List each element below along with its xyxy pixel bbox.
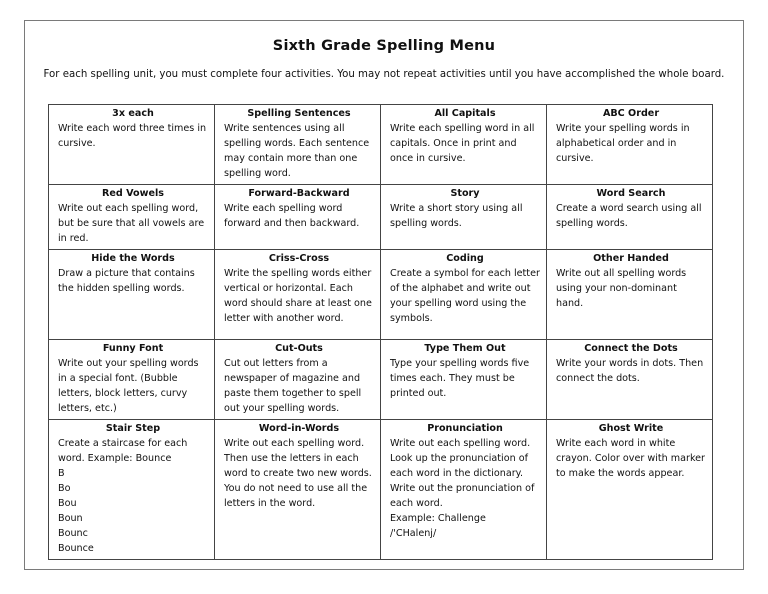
activity-title: ABC Order (602, 108, 660, 119)
menu-cell (49, 185, 215, 250)
activity-description: Write your words in dots. Then connect the dots. (556, 358, 704, 384)
activity-title: Hide the Words (91, 253, 175, 264)
menu-cell (547, 105, 713, 185)
menu-cell (381, 420, 547, 560)
menu-row (49, 420, 713, 560)
activity-description: Write each word three times in cursive. (58, 123, 207, 149)
activity-description: Create a staircase for each word. Example: Bounce B Bo Bou Boun Bounc Bounce (58, 438, 188, 554)
menu-cell (381, 105, 547, 185)
activity-title: Criss-Cross (268, 253, 330, 264)
activity-title: Coding (446, 253, 484, 264)
activity-description: Write out each spelling word. Look up the pronunciation of each word in the dictionary. Write out the pronunciation of each word. Example: Challenge /'CHalenj/ (390, 438, 535, 539)
menu-cell (381, 185, 547, 250)
activity-description: Cut out letters from a newspaper of magazine and paste them together to spell out your spelling words. (224, 358, 362, 414)
activity-title: Funny Font (102, 343, 164, 354)
activity-title: Cut-Outs (275, 343, 323, 354)
activity-description: Write out each spelling word, but be sure that all vowels are in red. (58, 203, 205, 244)
menu-cell (547, 340, 713, 420)
activity-title: Stair Step (105, 423, 161, 434)
activity-title: All Capitals (434, 108, 496, 119)
menu-cell (547, 420, 713, 560)
menu-cell (49, 420, 215, 560)
activity-description: Write a short story using all spelling words. (390, 203, 523, 229)
activity-title: Other Handed (593, 253, 669, 264)
activity-title: Type Them Out (424, 343, 506, 354)
menu-cell (215, 340, 381, 420)
menu-cell (215, 420, 381, 560)
spelling-menu-table (48, 104, 713, 560)
menu-cell (49, 105, 215, 185)
activity-description: Write out your spelling words in a special font. (Bubble letters, block letters, curvy letters, etc.) (58, 358, 199, 414)
menu-cell (215, 250, 381, 340)
instructions-text: For each spelling unit, you must complete four activities. You may not repeat activities until you have accomplished the whole board. (43, 69, 725, 80)
activity-title: Ghost Write (598, 423, 664, 434)
activity-description: Write sentences using all spelling words. Each sentence may contain more than one spelling word. (224, 123, 370, 179)
worksheet-page (24, 20, 744, 570)
activity-description: Write each spelling word in all capitals. Once in print and once in cursive. (390, 123, 535, 164)
activity-description: Write your spelling words in alphabetical order and in cursive. (556, 123, 690, 164)
activity-title: Story (450, 188, 480, 199)
activity-description: Write out all spelling words using your non-dominant hand. (556, 268, 687, 309)
activity-title: Connect the Dots (584, 343, 678, 354)
activity-title: Red Vowels (102, 188, 164, 199)
activity-title: Word Search (596, 188, 666, 199)
menu-cell (547, 185, 713, 250)
activity-description: Create a symbol for each letter of the alphabet and write out your spelling word using the symbols. (390, 268, 540, 324)
page-title: Sixth Grade Spelling Menu (272, 38, 496, 54)
menu-cell (215, 185, 381, 250)
activity-title: Spelling Sentences (247, 108, 351, 119)
activity-title: Word-in-Words (258, 423, 340, 434)
menu-row (49, 185, 713, 250)
menu-row (49, 250, 713, 340)
activity-description: Write out each spelling word. Then use the letters in each word to create two new words. You do not need to use all the letters in the word. (224, 438, 372, 509)
menu-row (49, 105, 713, 185)
menu-cell (381, 340, 547, 420)
activity-title: 3x each (112, 108, 154, 119)
activity-title: Forward-Backward (248, 188, 350, 199)
menu-row (49, 340, 713, 420)
activity-description: Create a word search using all spelling words. (556, 203, 702, 229)
menu-cell (547, 250, 713, 340)
activity-description: Write each word in white crayon. Color over with marker to make the words appear. (556, 438, 705, 479)
activity-description: Draw a picture that contains the hidden spelling words. (58, 268, 195, 294)
activity-description: Write the spelling words either vertical or horizontal. Each word should share at least one letter with another word. (224, 268, 372, 324)
menu-cell (49, 340, 215, 420)
activity-description: Type your spelling words five times each. They must be printed out. (390, 358, 530, 399)
menu-cell (381, 250, 547, 340)
activity-title: Pronunciation (427, 423, 503, 434)
menu-cell (215, 105, 381, 185)
activity-description: Write each spelling word forward and then backward. (224, 203, 360, 229)
menu-cell (49, 250, 215, 340)
